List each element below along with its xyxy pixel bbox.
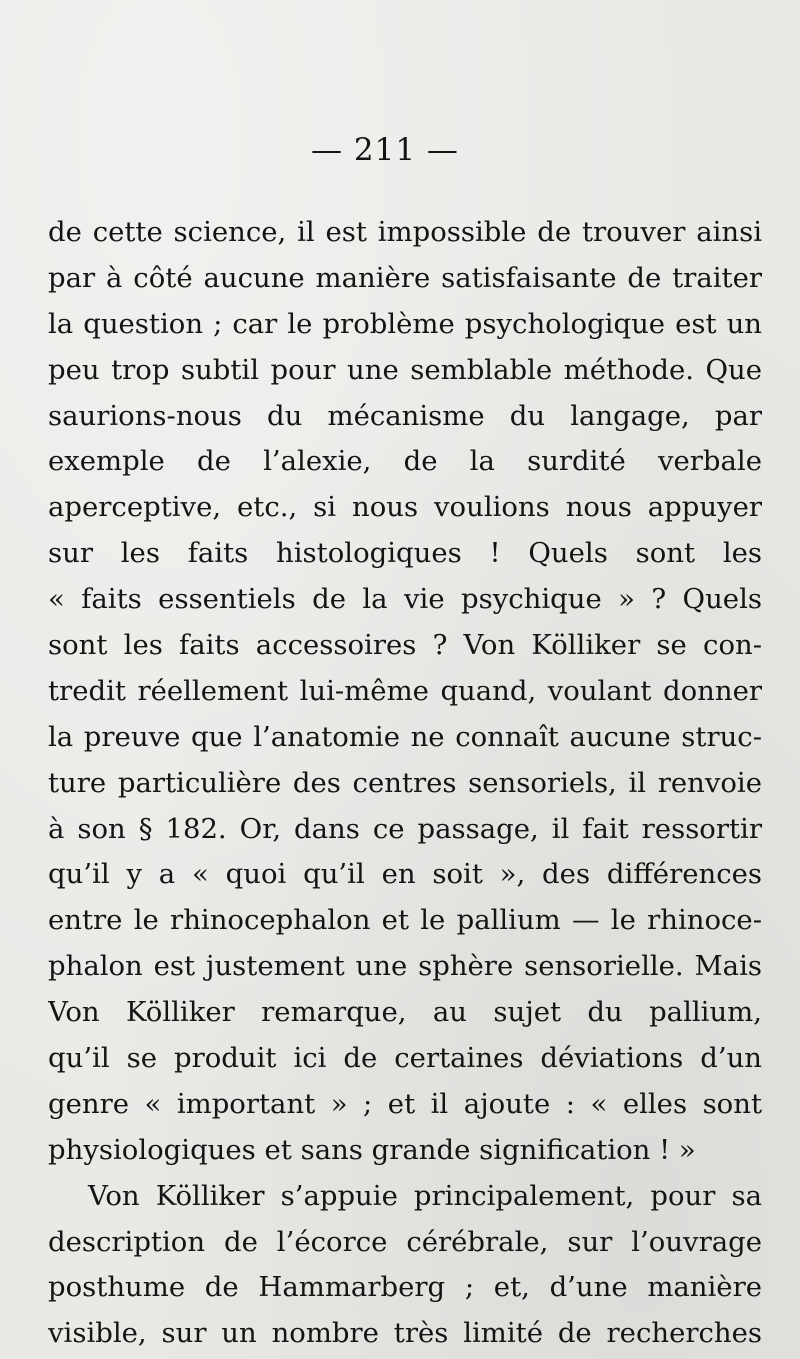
text-line: « faits essentiels de la vie psychique » ? Quels (48, 583, 762, 616)
text-line: qu’il se produit ici de certaines déviations d’un (48, 1042, 762, 1075)
text-line: à son § 182. Or, dans ce passage, il fait ressortir (48, 812, 762, 845)
text-line: posthume de Hammarberg ; et, d’une manière (48, 1271, 762, 1304)
text-line: par à côté aucune manière satisfaisante de traiter (48, 261, 762, 294)
text-line: peu trop subtil pour une semblable méthode. Que (48, 353, 762, 386)
text-line: visible, sur un nombre très limité de recherches (48, 1317, 762, 1350)
page-number: — 211 — (311, 132, 459, 168)
text-line: la question ; car le problème psychologique est un (48, 307, 762, 340)
text-line: ture particulière des centres sensoriels, il renvoie (48, 766, 762, 799)
text-line: exemple de l’alexie, de la surdité verbale (48, 445, 762, 478)
text-line: genre « important » ; et il ajoute : « elles sont (48, 1087, 762, 1120)
text-line-paragraph-start: Von Kölliker s’appuie principalement, pour sa (88, 1179, 762, 1212)
text-line: de cette science, il est impossible de trouver ainsi (48, 216, 762, 248)
body-text (48, 210, 762, 1357)
text-line: phalon est justement une sphère sensorielle. Mais (48, 950, 762, 983)
text-line: Von Kölliker remarque, au sujet du pallium, (48, 996, 762, 1029)
text-line: sur les faits histologiques ! Quels sont les (48, 537, 762, 570)
text-line: tredit réellement lui-même quand, voulant donner (48, 674, 762, 707)
text-line: sont les faits accessoires ? Von Kölliker se con- (48, 629, 762, 662)
text-line: saurions-nous du mécanisme du langage, par (48, 399, 762, 432)
text-line: aperceptive, etc., si nous voulions nous appuyer (48, 491, 762, 524)
text-line: description de l’écorce cérébrale, sur l’ouvrage (48, 1225, 762, 1258)
text-line: qu’il y a « quoi qu’il en soit », des différences (48, 858, 762, 891)
text-line: entre le rhinocephalon et le pallium — le rhinoce- (48, 904, 762, 937)
text-line: la preuve que l’anatomie ne connaît aucune struc- (48, 720, 762, 753)
text-line-paragraph-end: physiologiques et sans grande signification ! » (48, 1133, 696, 1166)
